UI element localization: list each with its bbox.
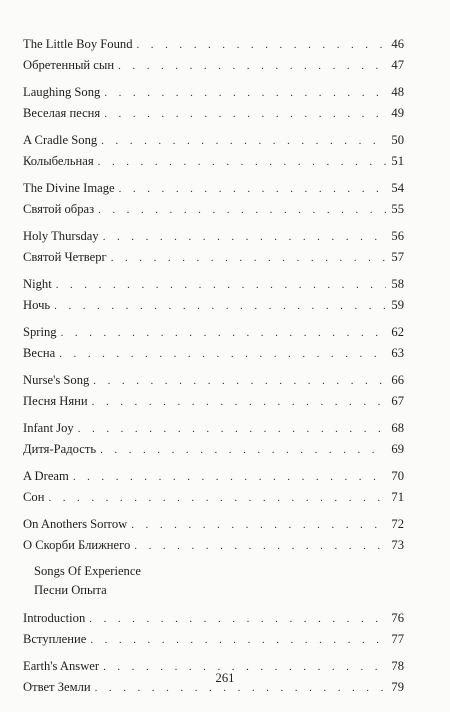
toc-entry-title: On Anothers Sorrow [23, 517, 128, 531]
toc-entry-page: 73 [391, 537, 404, 552]
dot-leader [137, 35, 387, 56]
dot-leader [100, 440, 386, 461]
toc-entry-group [23, 34, 404, 75]
toc-entry-title: Laughing Song [23, 85, 101, 99]
toc-entry [23, 82, 404, 103]
toc-entry-page: 62 [391, 325, 404, 339]
dot-leader [98, 200, 386, 221]
toc-entry-title: Веселая песня [23, 105, 101, 120]
toc-entry-group [23, 514, 404, 555]
toc-entry-title: Весна [23, 345, 56, 360]
toc-entry [23, 514, 404, 535]
toc-entry-page: 63 [391, 345, 404, 360]
dot-leader [98, 152, 386, 173]
toc-entry-page: 46 [391, 37, 404, 51]
section-heading [23, 562, 404, 600]
dot-leader [119, 179, 386, 200]
toc-entry-title: Сон [23, 489, 45, 504]
toc-entry-title: Святой Четверг [23, 249, 107, 264]
toc-entry [23, 466, 404, 487]
toc-entry-page: 66 [391, 373, 404, 387]
dot-leader [118, 56, 386, 77]
toc-entry-page: 78 [391, 659, 404, 673]
toc-entry-title: Ночь [23, 297, 51, 312]
dot-leader [131, 515, 386, 536]
toc-entry-page: 57 [391, 249, 404, 264]
toc-entry [23, 370, 404, 391]
toc-entry [23, 103, 404, 124]
toc-entry-page: 69 [391, 441, 404, 456]
dot-leader [134, 536, 386, 557]
dot-leader [73, 467, 386, 488]
toc-entry-group [23, 178, 404, 219]
toc-groups-before [23, 34, 404, 555]
toc-entry-title: Holy Thursday [23, 229, 99, 243]
toc-entry-page: 58 [391, 277, 404, 291]
toc-entry-title: Святой образ [23, 201, 95, 216]
dot-leader [59, 344, 386, 365]
toc-entry-page: 77 [391, 631, 404, 646]
toc-entry-page: 47 [391, 57, 404, 72]
toc-entry-title: Infant Joy [23, 421, 74, 435]
toc-entry [23, 178, 404, 199]
toc-entry-page: 48 [391, 85, 404, 99]
toc-entry-title: Ответ Земли [23, 679, 91, 694]
dot-leader [104, 104, 386, 125]
toc-entry-page: 51 [391, 153, 404, 168]
toc-entry-title: Обретенный сын [23, 57, 115, 72]
toc-entry-page: 79 [391, 679, 404, 694]
toc-entry-page: 55 [391, 201, 404, 216]
toc-entry-group [23, 130, 404, 171]
toc-entry-group [23, 608, 404, 649]
toc-entry-group [23, 418, 404, 459]
toc-entry-page: 67 [391, 393, 404, 408]
toc-entry-title: Nurse's Song [23, 373, 90, 387]
toc-entry [23, 487, 404, 508]
toc-entry-page: 70 [391, 469, 404, 483]
toc-entry-title: Introduction [23, 611, 86, 625]
section-title-ru: Песни Опыта [34, 583, 107, 597]
toc-entry [23, 608, 404, 629]
toc-entry [23, 130, 404, 151]
toc-entry [23, 199, 404, 220]
toc-entry-page: 50 [391, 133, 404, 147]
toc-entry-title: Колыбельная [23, 153, 94, 168]
toc-entry [23, 226, 404, 247]
dot-leader [89, 609, 386, 630]
dot-leader [104, 83, 386, 104]
dot-leader [56, 275, 386, 296]
toc-entry [23, 274, 404, 295]
toc-entry-group [23, 322, 404, 363]
dot-leader [92, 392, 386, 413]
dot-leader [48, 488, 386, 509]
toc-entry-title: Earth's Answer [23, 659, 100, 673]
section-title-en: Songs Of Experience [34, 564, 142, 578]
dot-leader [90, 630, 386, 651]
toc-entry-title: Песня Няни [23, 393, 88, 408]
toc-entry-group [23, 466, 404, 507]
toc-entry-title: Night [23, 277, 52, 291]
page-number: 261 [215, 671, 235, 685]
toc-entry-page: 54 [391, 181, 404, 195]
toc-entry [23, 439, 404, 460]
toc-entry [23, 418, 404, 439]
toc-entry-page: 59 [391, 297, 404, 312]
toc-entry-title: Вступление [23, 631, 87, 646]
toc-entry [23, 247, 404, 268]
toc-entry-group [23, 82, 404, 123]
toc-entry-group [23, 274, 404, 315]
table-of-contents [23, 34, 404, 704]
dot-leader [101, 131, 386, 152]
toc-entry-page: 68 [391, 421, 404, 435]
dot-leader [93, 371, 386, 392]
toc-entry [23, 55, 404, 76]
dot-leader [111, 248, 386, 269]
toc-entry-title: О Скорби Ближнего [23, 537, 131, 552]
dot-leader [78, 419, 386, 440]
toc-entry-title: The Little Boy Found [23, 37, 133, 51]
toc-entry-group [23, 226, 404, 267]
toc-entry [23, 295, 404, 316]
toc-entry-page: 71 [391, 489, 404, 504]
toc-entry-title: Spring [23, 325, 57, 339]
dot-leader [103, 227, 386, 248]
toc-entry [23, 34, 404, 55]
toc-entry-page: 49 [391, 105, 404, 120]
toc-entry [23, 151, 404, 172]
toc-entry-page: 72 [391, 517, 404, 531]
dot-leader [61, 323, 386, 344]
toc-entry-title: Дитя-Радость [23, 441, 97, 456]
toc-entry-title: A Dream [23, 469, 69, 483]
toc-entry-title: A Cradle Song [23, 133, 98, 147]
dot-leader [54, 296, 386, 317]
toc-entry [23, 343, 404, 364]
toc-entry [23, 535, 404, 556]
toc-entry-title: The Divine Image [23, 181, 115, 195]
toc-entry-group [23, 370, 404, 411]
toc-entry [23, 391, 404, 412]
toc-entry-page: 76 [391, 611, 404, 625]
toc-entry [23, 322, 404, 343]
toc-entry-page: 56 [391, 229, 404, 243]
toc-entry [23, 629, 404, 650]
